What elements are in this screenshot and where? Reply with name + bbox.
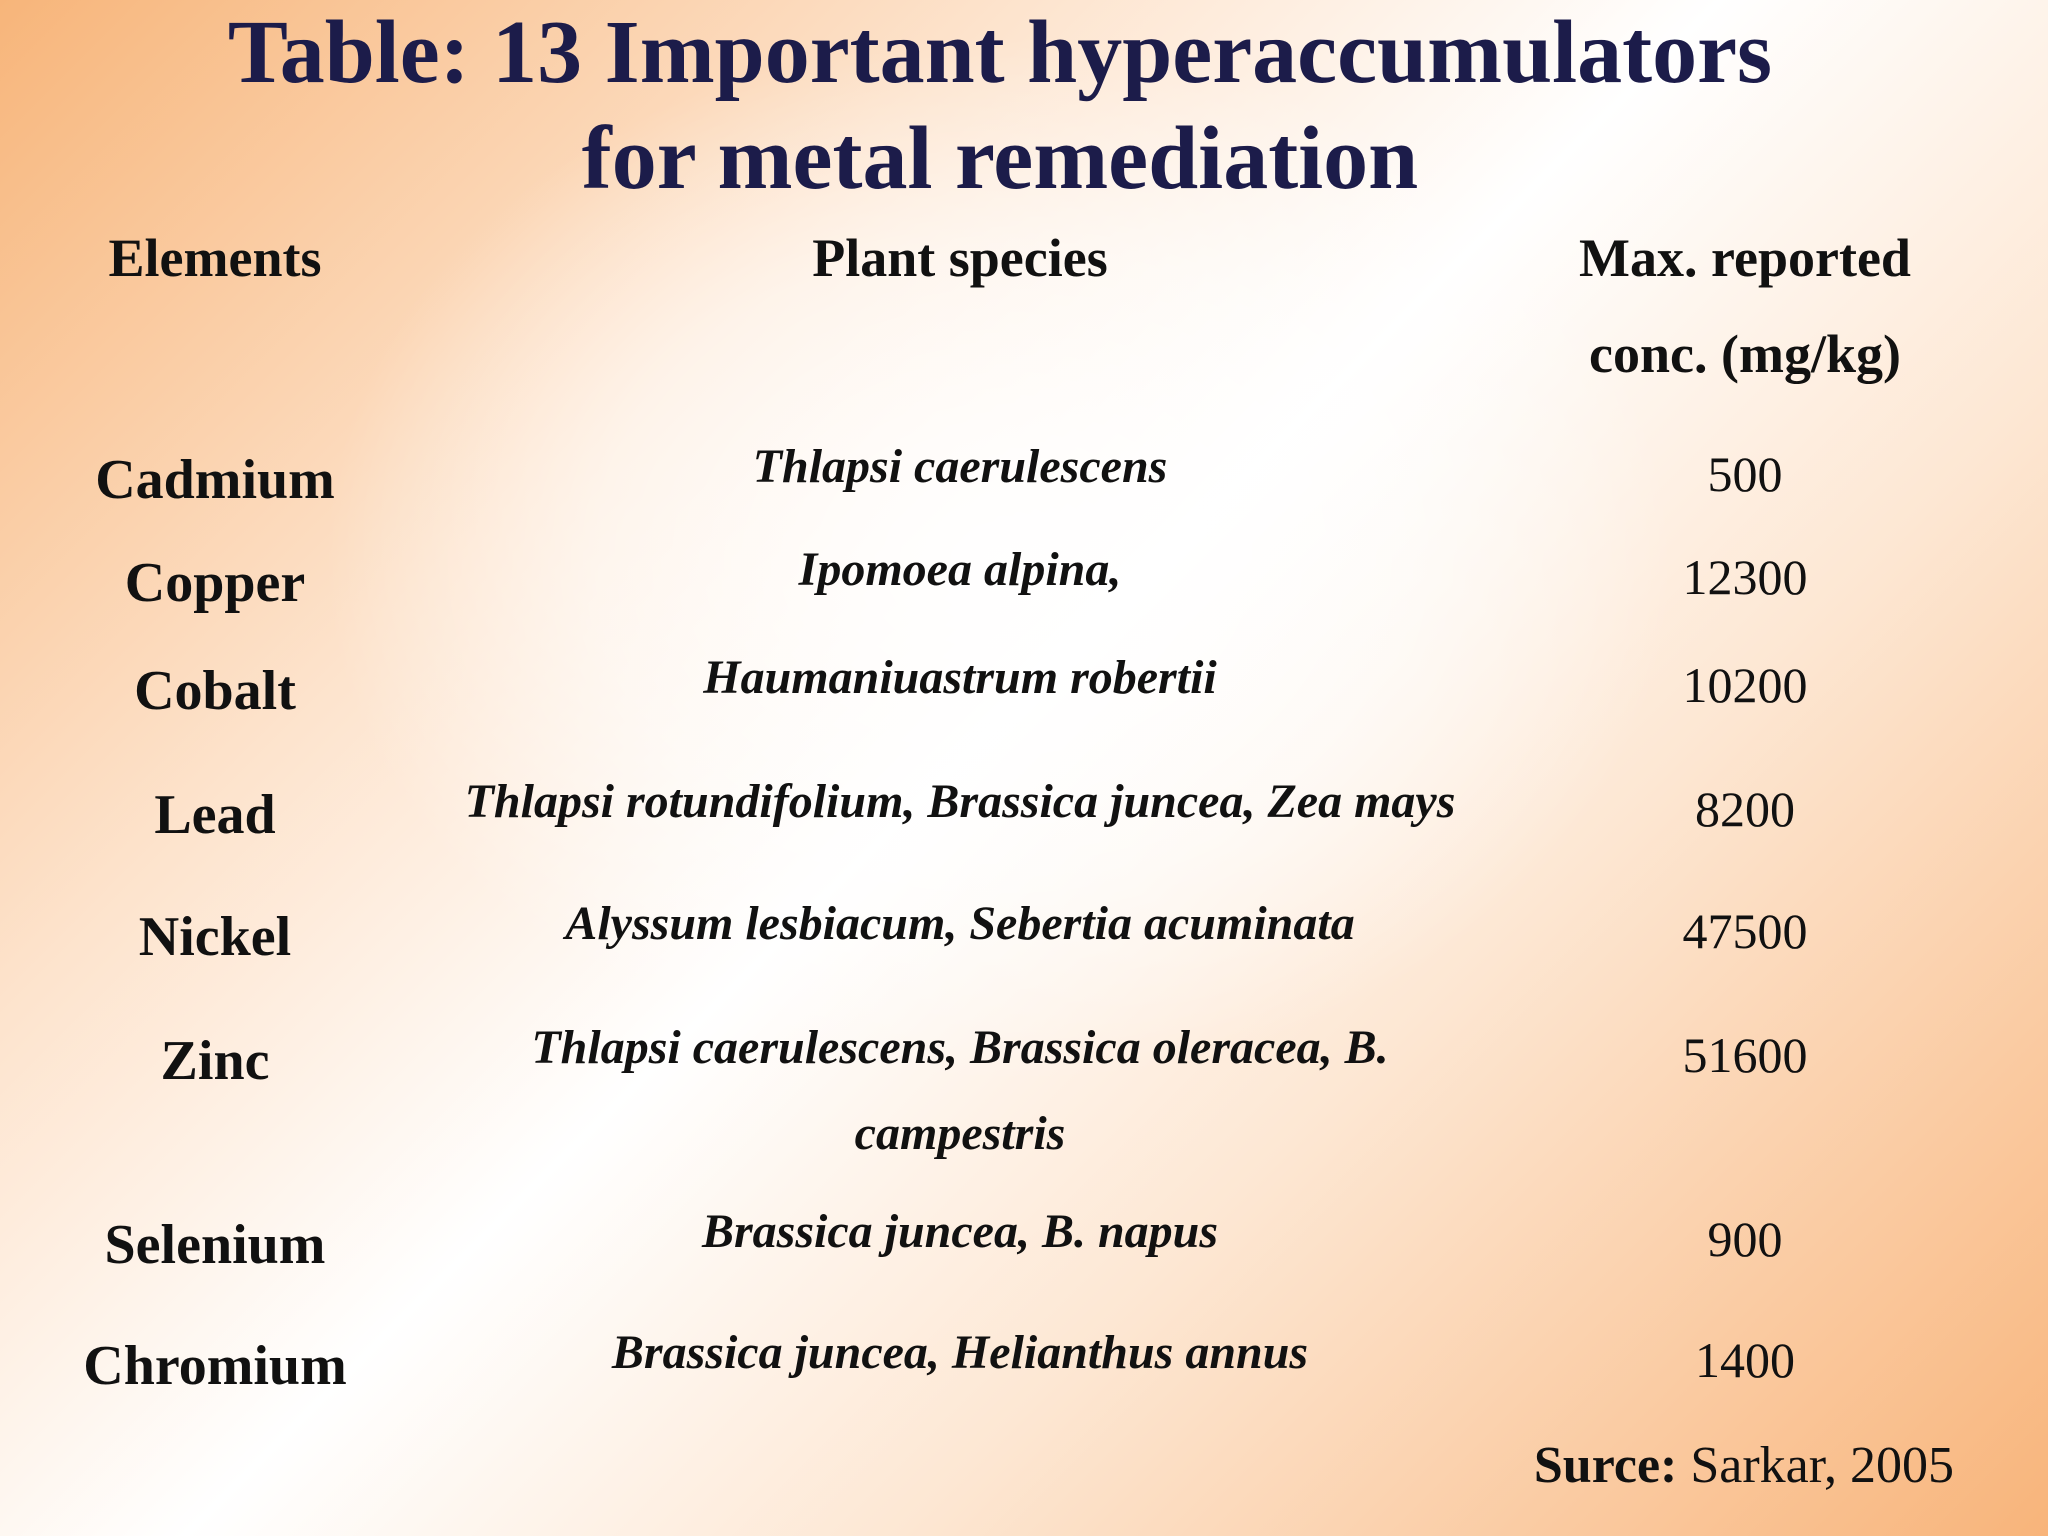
header-elements: Elements	[108, 228, 322, 288]
max-conc-cell: 47500	[1682, 903, 1808, 959]
species-cell: Brassica juncea, B. napus	[701, 1205, 1219, 1258]
max-conc-cell: 900	[1707, 1211, 1783, 1267]
title-line-2: for metal remediation	[581, 109, 1419, 208]
element-cell: Lead	[154, 784, 276, 846]
element-cell: Nickel	[138, 906, 292, 968]
element-cell: Zinc	[160, 1030, 270, 1092]
species-cell: Brassica juncea, Helianthus annus	[611, 1326, 1309, 1379]
max-conc-cell: 8200	[1695, 781, 1795, 837]
species-cell: Thlapsi caerulescens	[752, 440, 1168, 493]
max-conc-cell: 1400	[1695, 1332, 1795, 1388]
species-cell: Thlapsi caerulescens, Brassica oleracea, B. campestris	[531, 1021, 1389, 1160]
slide-title	[0, 0, 2000, 212]
header-max-line-1: Max. reported	[1579, 228, 1911, 288]
max-conc-cell: 51600	[1682, 1027, 1808, 1083]
title-line-1: Table: 13 Important hyperaccumulators	[227, 3, 1773, 102]
source-citation	[1534, 1430, 1954, 1502]
species-cell: Haumaniuastrum robertii	[703, 651, 1217, 704]
species-cell: Alyssum lesbiacum, Sebertia acuminata	[565, 897, 1355, 950]
source-label: Surce:	[1533, 1437, 1678, 1494]
element-cell: Chromium	[83, 1335, 347, 1397]
element-cell: Cobalt	[134, 660, 296, 722]
header-max-concentration	[1530, 210, 1960, 402]
species-cell: Thlapsi rotundifolium, Brassica juncea, Zea mays	[464, 775, 1456, 828]
max-conc-cell: 10200	[1682, 657, 1808, 713]
header-plant-species: Plant species	[812, 228, 1108, 288]
species-cell: Ipomoea alpina,	[798, 543, 1122, 596]
header-max-line-2: conc. (mg/kg)	[1589, 324, 1901, 384]
source-text: Sarkar, 2005	[1677, 1437, 1954, 1494]
element-cell: Selenium	[104, 1214, 326, 1276]
max-conc-cell: 500	[1707, 446, 1783, 502]
max-conc-cell: 12300	[1682, 549, 1808, 605]
element-cell: Cadmium	[95, 449, 335, 511]
element-cell: Copper	[124, 552, 306, 614]
